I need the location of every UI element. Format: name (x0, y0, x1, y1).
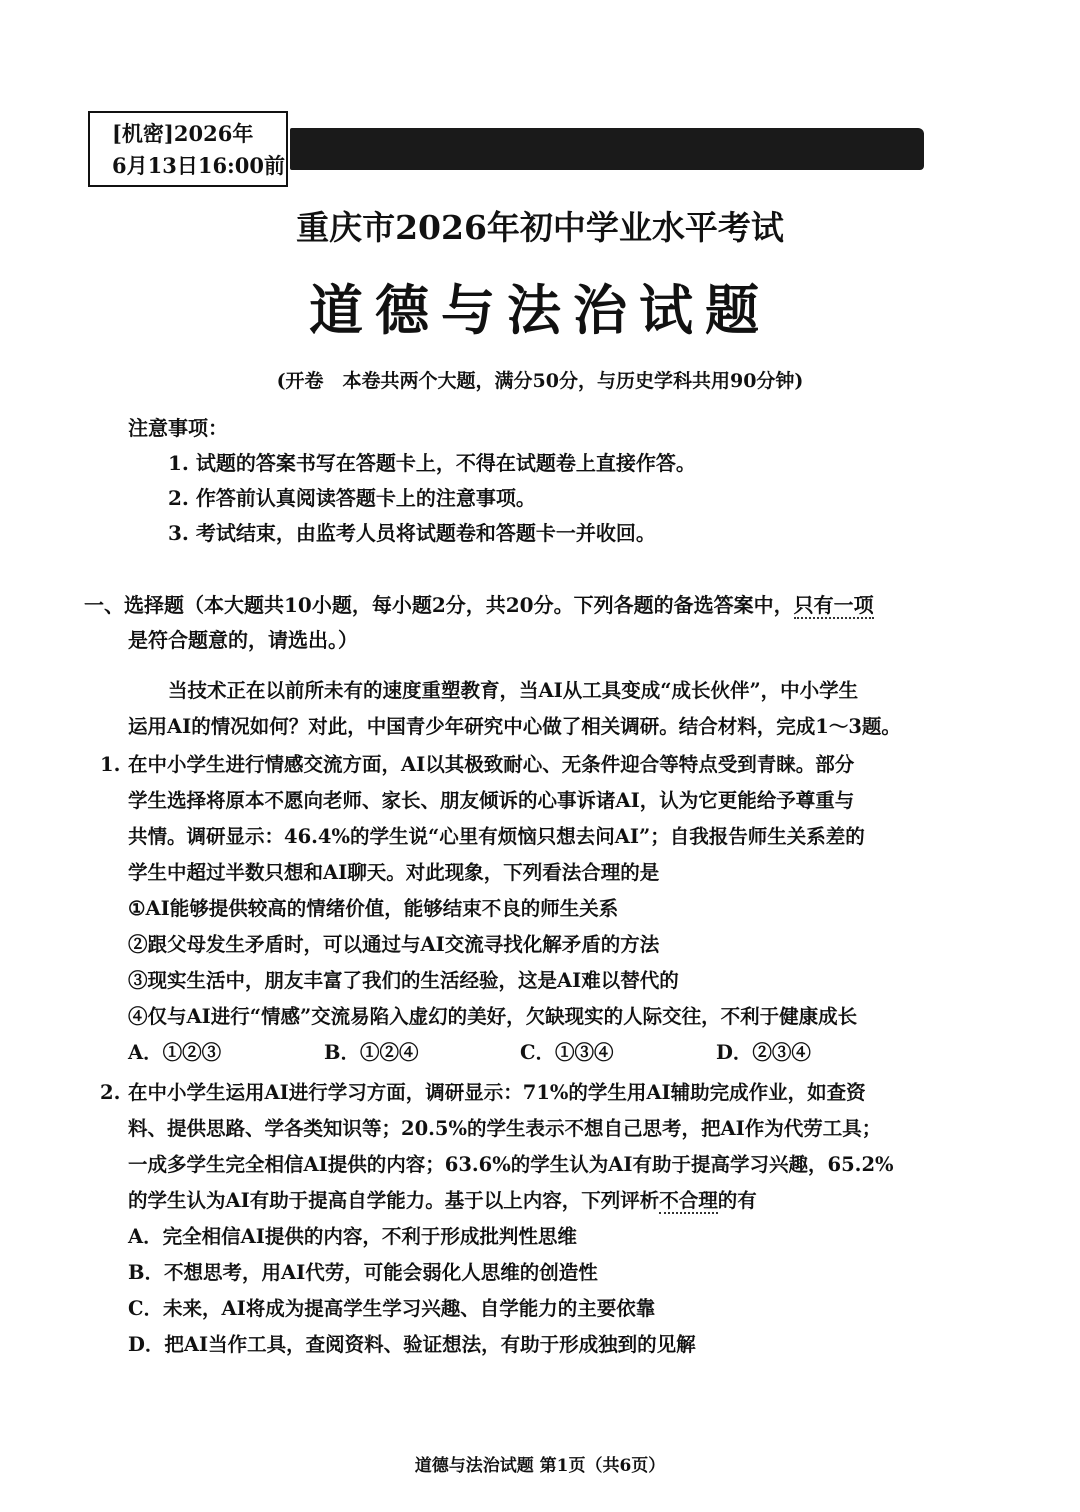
question-1 (100, 747, 960, 1071)
question-stem-line: 一成多学生完全相信AI提供的内容；63.6%的学生认为AI有助于提高学习兴趣，65.2% (128, 1153, 894, 1176)
stem-emphasis: 不合理 (659, 1189, 718, 1212)
exam-info: (开卷 本卷共两个大题，满分50分，与历史学科共用90分钟) (276, 370, 804, 392)
section-heading-emphasis: 只有一项 (793, 593, 874, 617)
notice-list (168, 446, 696, 551)
page-footer: 道德与法治试题 第1页（共6页） (414, 1456, 666, 1476)
question-stem-line: 学生选择将原本不愿向老师、家长、朋友倾诉的心事诉诸AI，认为它更能给予尊重与 (128, 789, 855, 812)
notice-heading: 注意事项： (128, 416, 228, 440)
stem-text: 的有 (717, 1189, 757, 1212)
question-stem-line: 学生中超过半数只想和AI聊天。对此现象，下列看法合理的是 (128, 861, 660, 884)
option-c: C．①③④ (520, 1041, 614, 1064)
option-c: C．未来，AI将成为提高学生学习兴趣、自学能力的主要依靠 (128, 1297, 656, 1320)
confidential-line-1: [机密]2026年 (112, 121, 254, 146)
question-number: 2. (100, 1081, 121, 1104)
question-stem-line: 共情。调研显示：46.4%的学生说“心里有烦恼只想去问AI”；自我报告师生关系差的 (128, 825, 865, 848)
statement: ③现实生活中，朋友丰富了我们的生活经验，这是AI难以替代的 (128, 969, 679, 992)
confidential-line-2: 6月13日16:00前 (112, 153, 286, 178)
redaction-bar (290, 128, 924, 170)
question-2 (100, 1075, 960, 1363)
notice-item: 3. 考试结束，由监考人员将试题卷和答题卡一并收回。 (168, 521, 656, 545)
option-a: A．完全相信AI提供的内容，不利于形成批判性思维 (128, 1225, 577, 1248)
confidential-box (88, 111, 288, 187)
answer-options (100, 1035, 960, 1071)
question-number: 1. (100, 753, 121, 776)
notice-item: 1. 试题的答案书写在答题卡上，不得在试题卷上直接作答。 (168, 451, 696, 475)
material-passage (128, 673, 958, 745)
question-stem-line: 在中小学生运用AI进行学习方面，调研显示：71%的学生用AI辅助完成作业，如查资 (128, 1081, 866, 1104)
section-heading-text: 一、选择题（本大题共10小题，每小题2分，共20分。下列各题的备选答案中， (84, 593, 794, 617)
section-heading-line2: 是符合题意的，请选出。） (128, 628, 358, 652)
question-stem-line: 在中小学生进行情感交流方面，AI以其极致耐心、无条件迎合等特点受到青睐。部分 (128, 753, 855, 776)
material-line: 当技术正在以前所未有的速度重塑教育，当AI从工具变成“成长伙伴”，中小学生 (168, 679, 859, 702)
subject-title: 道德与法治试题 (309, 279, 771, 342)
statement: ④仅与AI进行“情感”交流易陷入虚幻的美好，欠缺现实的人际交往，不利于健康成长 (128, 1005, 858, 1028)
stem-text: 的学生认为AI有助于提高自学能力。基于以上内容，下列评析 (128, 1189, 660, 1212)
option-a: A．①②③ (128, 1041, 222, 1064)
exam-title: 重庆市2026年初中学业水平考试 (296, 208, 784, 247)
notice-item: 2. 作答前认真阅读答题卡上的注意事项。 (168, 486, 536, 510)
statement: ②跟父母发生矛盾时，可以通过与AI交流寻找化解矛盾的方法 (128, 933, 660, 956)
option-d: D．把AI当作工具，查阅资料、验证想法，有助于形成独到的见解 (128, 1333, 696, 1356)
statement: ①AI能够提供较高的情绪价值，能够结束不良的师生关系 (128, 897, 619, 920)
question-stem-line: 料、提供思路、学各类知识等；20.5%的学生表示不想自己思考，把AI作为代劳工具； (128, 1117, 882, 1140)
material-line: 运用AI的情况如何？对此，中国青少年研究中心做了相关调研。结合材料，完成1～3题。 (128, 715, 901, 738)
question-stem-line (100, 1183, 960, 1219)
option-b: B．不想思考，用AI代劳，可能会弱化人思维的创造性 (128, 1261, 598, 1284)
section-heading (84, 588, 954, 658)
option-b: B．①②④ (324, 1041, 419, 1064)
option-d: D．②③④ (716, 1041, 811, 1064)
